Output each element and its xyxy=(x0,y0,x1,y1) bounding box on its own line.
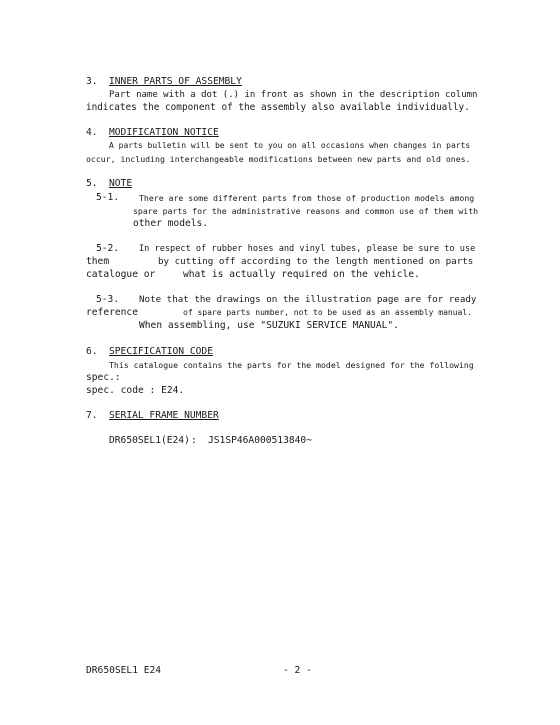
note-5-3-number: 5-3. xyxy=(96,294,120,305)
section-6-number: 6. xyxy=(86,346,98,357)
serial-separator: : xyxy=(191,435,197,446)
section-4-text-line-1: A parts bulletin will be sent to you on all occasions when changes in parts xyxy=(109,141,471,150)
note-5-2-line-3a: catalogue or xyxy=(86,269,156,280)
note-5-2-number: 5-2. xyxy=(96,243,120,254)
section-3-text-line-2: indicates the component of the assembly also available individually. xyxy=(86,102,470,113)
serial-number: JS1SP46A000513840~ xyxy=(208,435,312,446)
note-5-1-line-1: There are some different parts from those of production models among xyxy=(139,193,475,203)
note-5-3-line-1: Note that the drawings on the illustration page are for ready xyxy=(139,294,477,305)
section-7-heading: SERIAL FRAME NUMBER xyxy=(109,410,219,421)
note-5-2-line-1: In respect of rubber hoses and vinyl tubes, please be sure to use xyxy=(139,244,476,254)
note-5-2-line-2b: by cutting off according to the length mentioned on parts xyxy=(158,256,474,267)
section-4-heading: MODIFICATION NOTICE xyxy=(109,127,219,138)
section-5-number: 5. xyxy=(86,178,98,189)
section-6-spec-code: spec. code : E24. xyxy=(86,385,185,396)
section-6-text-line-1: This catalogue contains the parts for the model designed for the following xyxy=(109,360,474,370)
section-3-text-line-1: Part name with a dot (.) in front as shown in the description column xyxy=(109,90,478,100)
serial-model: DR650SEL1(E24) xyxy=(109,435,190,446)
note-5-3-line-2b: of spare parts number, not to be used as an assembly manual. xyxy=(183,308,472,317)
note-5-2-line-3b: what is actually required on the vehicle. xyxy=(183,269,420,280)
footer-page-number: - 2 - xyxy=(283,665,312,676)
note-5-2-line-2a: them xyxy=(86,256,110,267)
section-7-number: 7. xyxy=(86,410,98,421)
note-5-1-line-2: spare parts for the administrative reasons and common use of them with xyxy=(133,206,479,216)
section-4-text-line-2: occur, including interchangeable modifications between new parts and old ones. xyxy=(86,154,471,164)
section-4-number: 4. xyxy=(86,127,98,138)
section-3-heading: INNER PARTS OF ASSEMBLY xyxy=(109,76,242,87)
note-5-1-number: 5-1. xyxy=(96,192,120,203)
section-3-number: 3. xyxy=(86,76,98,87)
section-6-heading: SPECIFICATION CODE xyxy=(109,346,213,357)
note-5-3-line-2a: reference xyxy=(86,307,138,318)
section-5-heading: NOTE xyxy=(109,178,133,189)
section-6-text-line-2: spec.: xyxy=(86,372,121,383)
footer-model-code: DR650SEL1 E24 xyxy=(86,665,162,676)
note-5-3-line-3: When assembling, use "SUZUKI SERVICE MANUAL". xyxy=(139,320,399,331)
note-5-1-line-3: other models. xyxy=(133,218,209,229)
